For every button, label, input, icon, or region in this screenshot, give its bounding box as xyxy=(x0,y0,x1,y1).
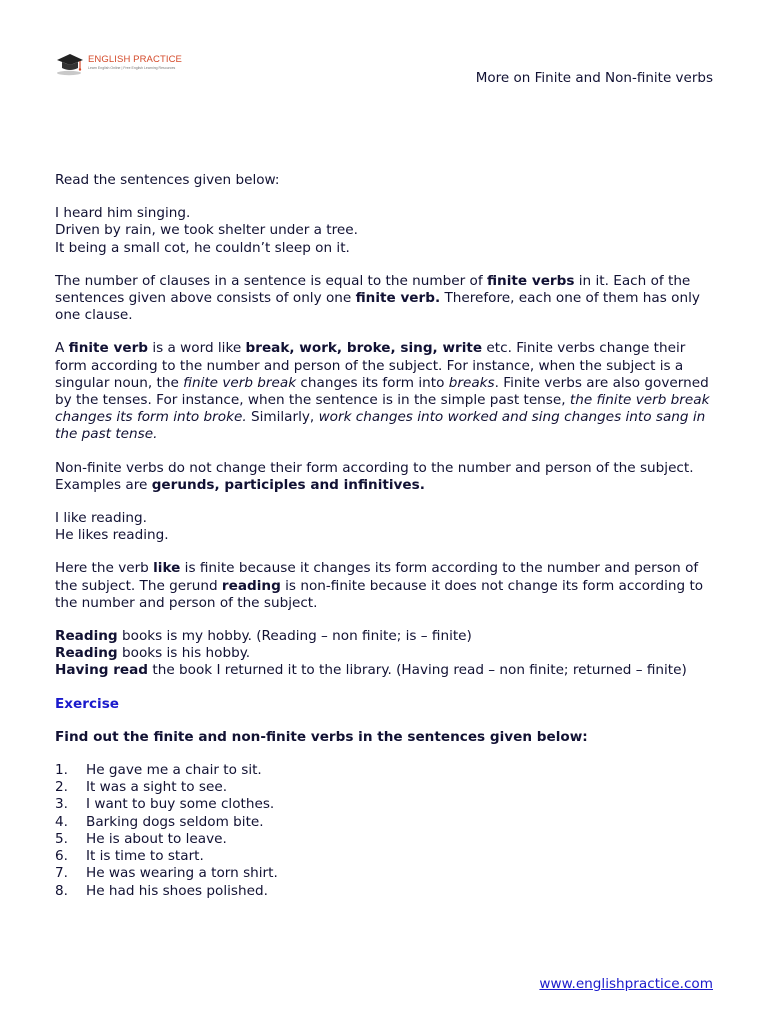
list-item: 3. I want to buy some clothes. xyxy=(55,796,275,813)
examples-block-3: Reading books is my hobby. (Reading – non finite; is – finite) Reading books is his hobby. Having read the book I returned it to the library. (Having read – non finite; returned – finite) xyxy=(55,628,687,679)
exercise-list xyxy=(55,762,720,900)
exercise-heading: Exercise xyxy=(55,695,120,712)
example-sentence: He likes reading. xyxy=(55,527,169,544)
example-sentence: Driven by rain, we took shelter under a tree. xyxy=(55,222,358,239)
list-item: 5. He is about to leave. xyxy=(55,830,227,847)
website-link[interactable]: www.englishpractice.com xyxy=(539,976,713,992)
list-item: 1. He gave me a chair to sit. xyxy=(55,762,262,779)
site-logo[interactable] xyxy=(55,52,195,78)
logo-title: ENGLISH PRACTICE xyxy=(88,54,182,65)
paragraph-like-reading: Here the verb like is finite because it changes its form according to the number and person of the subject. The gerund reading is non-finite because it does not change its form according to the number and person of the subject. xyxy=(55,560,704,611)
graduation-cap-icon xyxy=(55,52,85,76)
exercise-instruction: Find out the finite and non-finite verbs in the sentences given below: xyxy=(55,728,588,745)
example-sentence: It being a small cot, he couldn’t sleep on it. xyxy=(55,239,350,256)
page-title: More on Finite and Non-finite verbs xyxy=(475,70,713,86)
list-item: 2. It was a sight to see. xyxy=(55,779,228,796)
examples-block-2 xyxy=(55,510,720,544)
document-body xyxy=(55,172,720,900)
list-item: 7. He was wearing a torn shirt. xyxy=(55,865,278,882)
list-item: 4. Barking dogs seldom bite. xyxy=(55,813,264,830)
paragraph-non-finite: Non-finite verbs do not change their form according to the number and person of the subject. Examples are gerunds, participles and infinitives. xyxy=(55,459,694,493)
paragraph-finite-verb: A finite verb is a word like break, work, broke, sing, write etc. Finite verbs change their form according to the number and person of the subject. For instance, when the subject is a singular noun, the finite verb break changes its form into breaks. Finite verbs are also governed by the tenses. For instance, when the sentence is in the simple past tense, the finite verb break changes its form into broke. Similarly, work changes into worked and sing changes into sang in the past tense. xyxy=(55,340,710,443)
intro-text: Read the sentences given below: xyxy=(55,172,280,188)
examples-block-1 xyxy=(55,205,720,257)
logo-tagline: Learn English Online | Free English Learning Resources xyxy=(88,65,176,70)
list-item: 8. He had his shoes polished. xyxy=(55,882,268,899)
paragraph-clauses: The number of clauses in a sentence is equal to the number of finite verbs in it. Each of the sentences given above consists of only one finite verb. Therefore, each one of them has only one clause. xyxy=(55,272,700,324)
list-item: 6. It is time to start. xyxy=(55,848,204,865)
example-sentence: I like reading. xyxy=(55,510,147,527)
example-sentence: I heard him singing. xyxy=(55,205,191,222)
